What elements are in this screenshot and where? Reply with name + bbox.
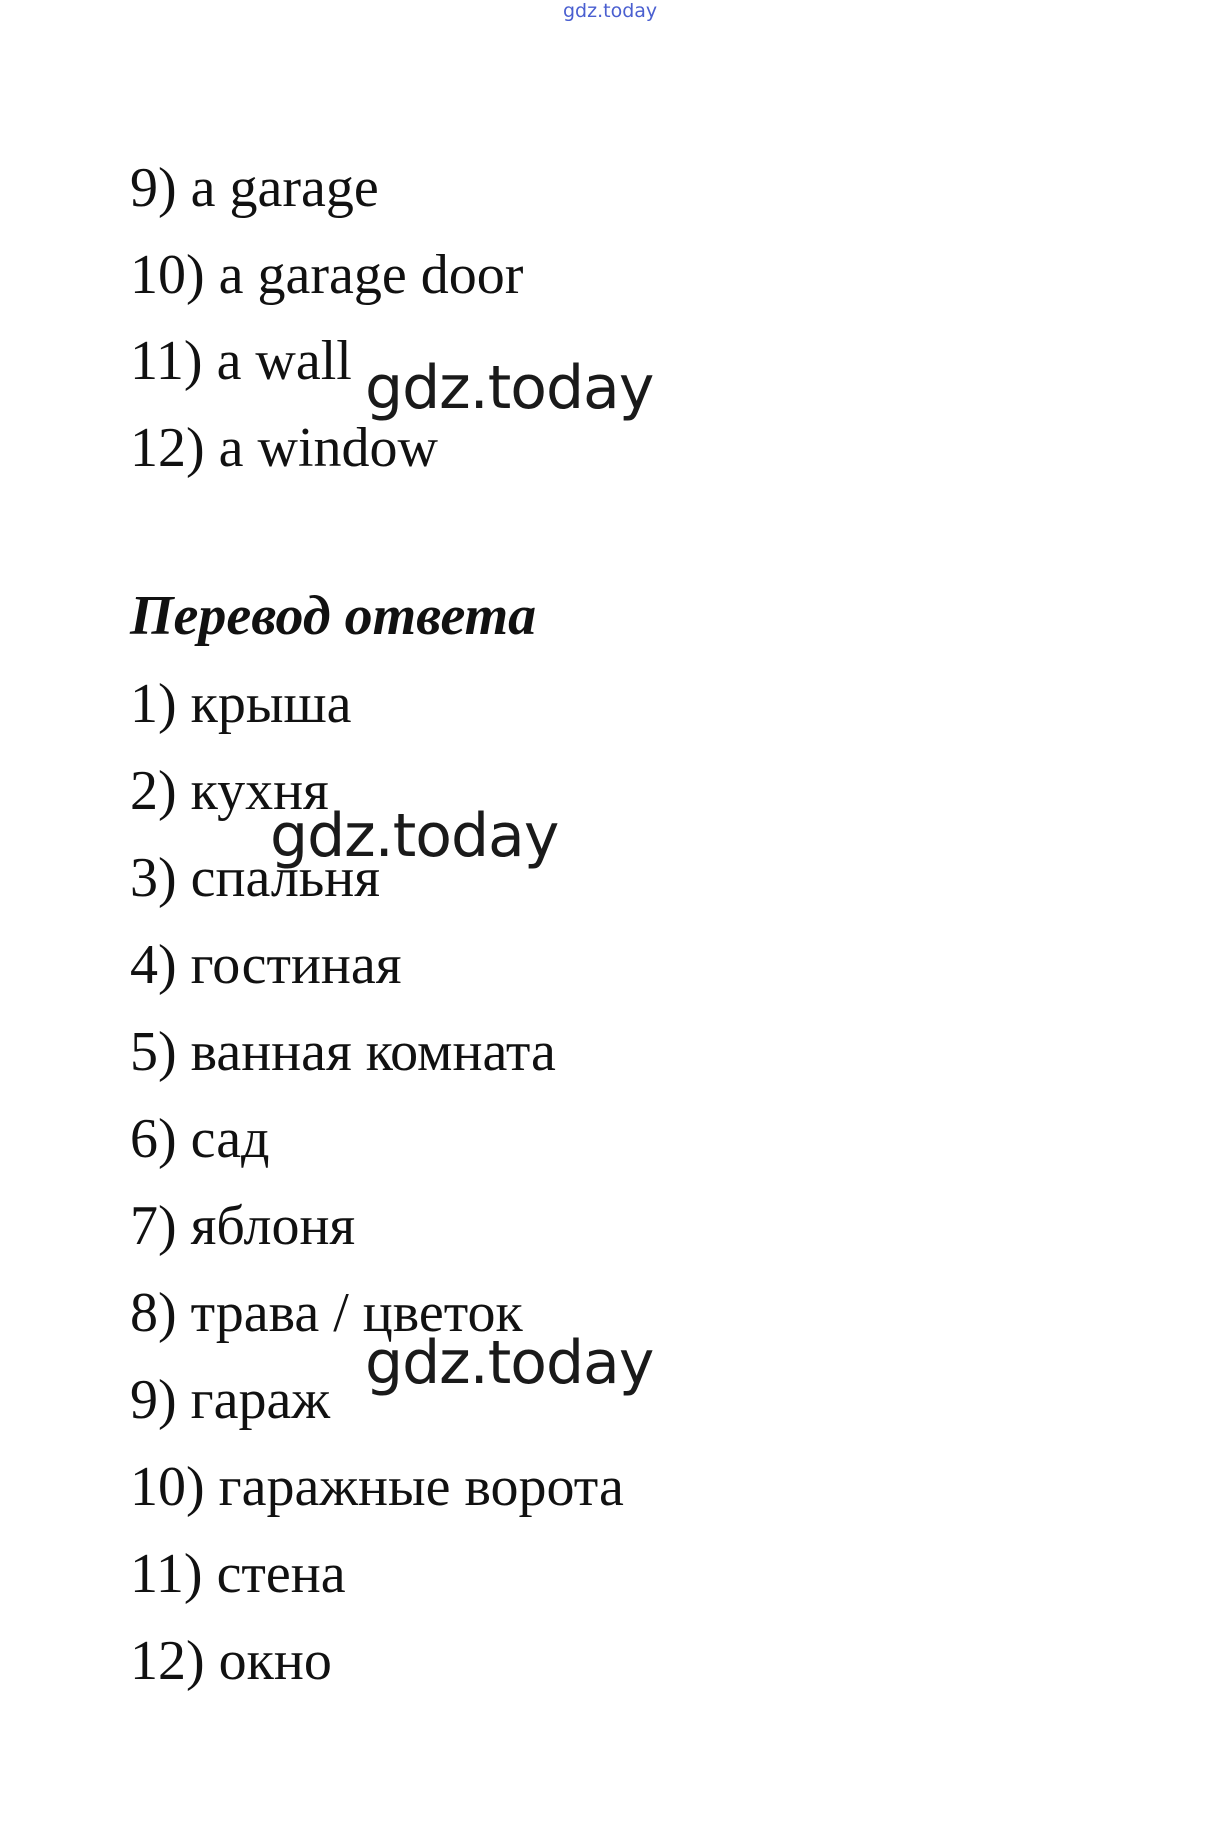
translation-item-6: 6) сад [130, 1108, 270, 1170]
translation-item-12: 12) окно [130, 1630, 332, 1692]
watermark-1: gdz.today [365, 353, 654, 423]
translation-item-7: 7) яблоня [130, 1195, 356, 1257]
translation-item-10: 10) гаражные ворота [130, 1456, 624, 1518]
translation-item-5: 5) ванная комната [130, 1021, 556, 1083]
english-item-11: 11) a wall [130, 330, 352, 392]
translation-item-4: 4) гостиная [130, 934, 402, 996]
header-watermark: gdz.today [563, 0, 658, 22]
translation-item-3: 3) спальня [130, 847, 381, 909]
watermark-3: gdz.today [365, 1328, 654, 1398]
english-item-10: 10) a garage door [130, 244, 524, 306]
translation-item-11: 11) стена [130, 1543, 346, 1605]
translation-item-9: 9) гараж [130, 1369, 331, 1431]
watermark-2: gdz.today [270, 801, 559, 871]
translation-item-8: 8) трава / цветок [130, 1282, 523, 1344]
english-item-12: 12) a window [130, 417, 438, 479]
translation-item-1: 1) крыша [130, 673, 352, 735]
translation-item-2: 2) кухня [130, 760, 329, 822]
translation-heading: Перевод ответа [130, 585, 537, 647]
english-item-9: 9) a garage [130, 157, 379, 219]
